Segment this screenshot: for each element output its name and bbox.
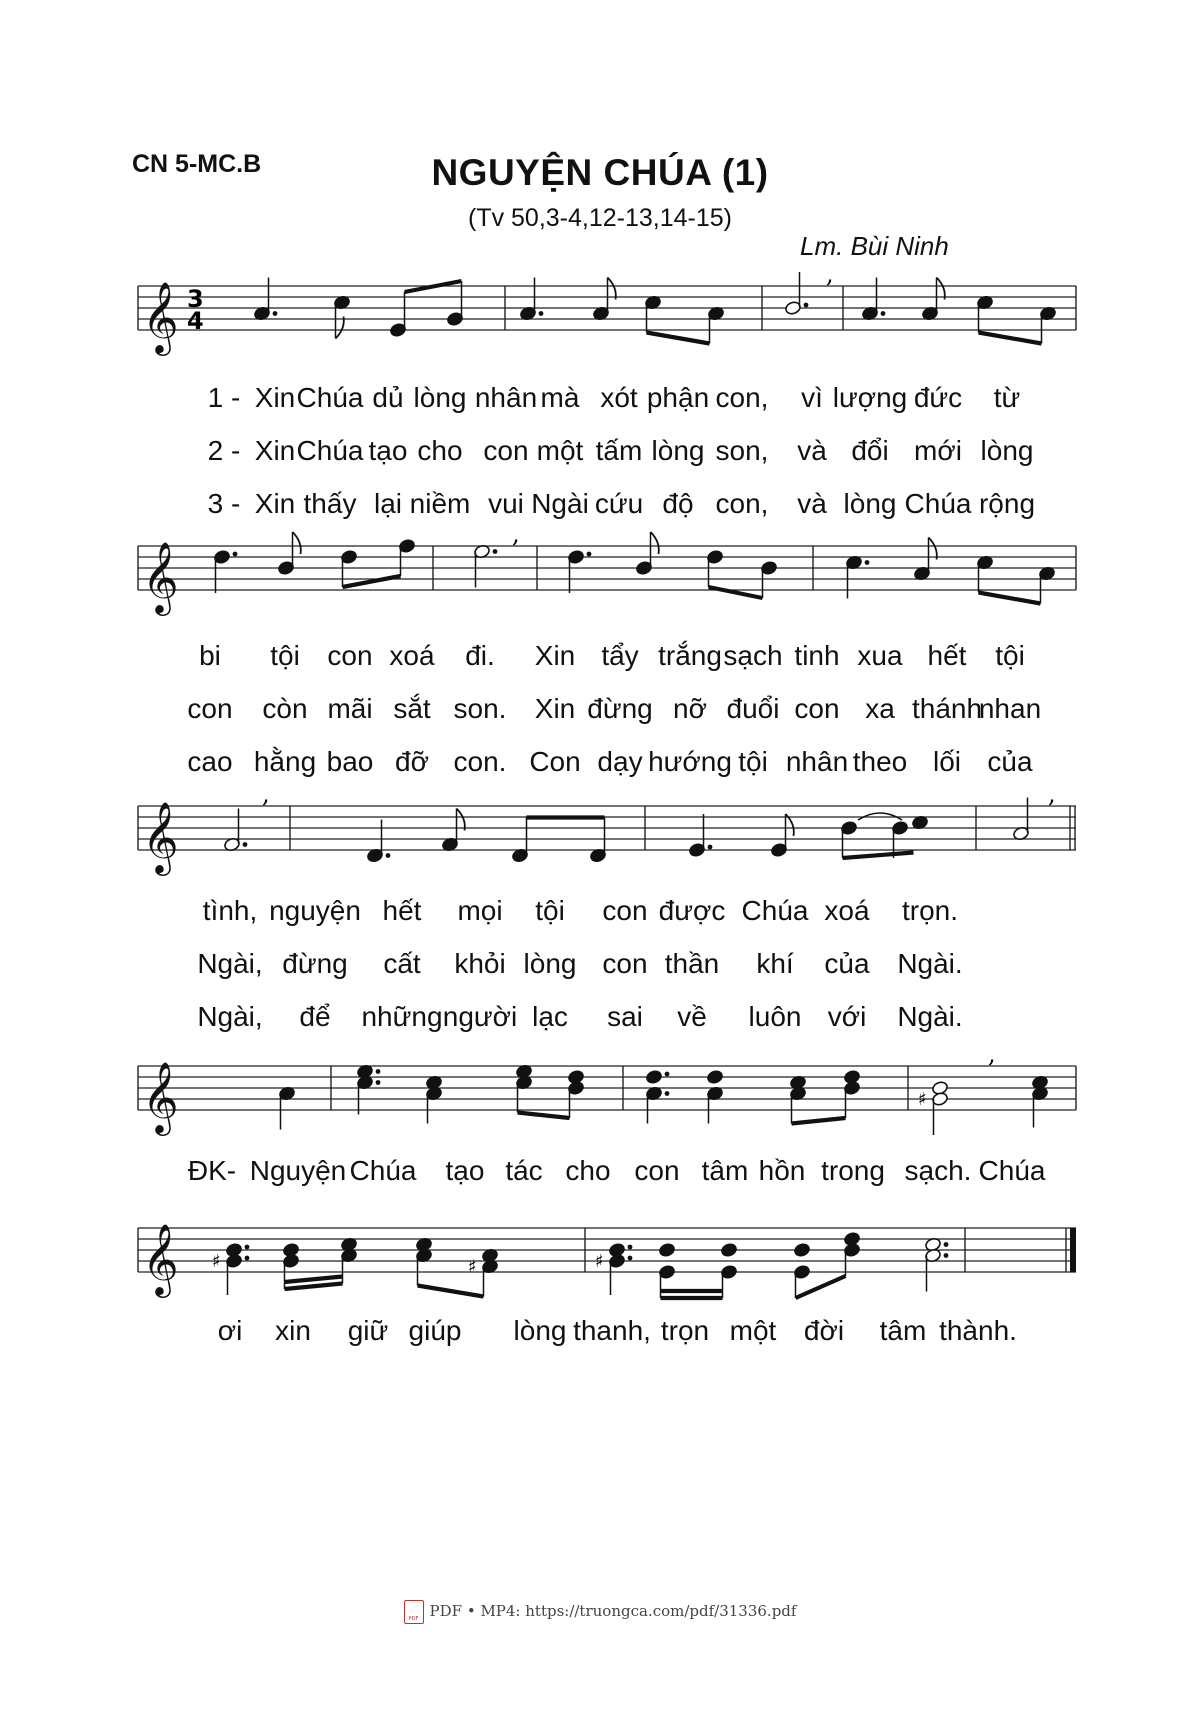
- lyric-word: Nguyện: [249, 1155, 347, 1186]
- note-head: [645, 1069, 662, 1084]
- lyric-word: son,: [715, 435, 769, 466]
- lyric-word: tâm: [701, 1155, 749, 1186]
- lyric-word: lại: [373, 488, 403, 519]
- lyric-word: đừng: [282, 948, 348, 979]
- note-head: [793, 1242, 810, 1257]
- lyric-word: con: [483, 435, 529, 466]
- dot: [386, 853, 391, 858]
- lyric-word: lòng: [523, 948, 577, 979]
- dot: [539, 311, 544, 316]
- lyric-word: thần: [664, 948, 720, 979]
- lyric-word: độ: [662, 488, 694, 519]
- lyric-word: lượng: [832, 382, 908, 413]
- dot: [273, 311, 278, 316]
- dot: [233, 552, 238, 557]
- treble-clef-icon: 𝄞: [142, 280, 179, 353]
- note-head: [658, 1242, 675, 1257]
- lyric-word: tâm: [879, 1315, 927, 1346]
- dot: [665, 1072, 670, 1077]
- lyric-word: Chúa: [904, 488, 972, 519]
- composer: Lm. Bùi Ninh: [800, 231, 949, 261]
- lyric-word: và: [797, 435, 827, 466]
- lyric-word: mọi: [457, 895, 503, 926]
- lyric-word: con,: [715, 488, 769, 519]
- lyric-word: sắt: [393, 693, 431, 724]
- lyric-word: Xin: [534, 693, 576, 724]
- lyric-word: Xin: [534, 640, 576, 671]
- lyric-word: đỡ: [395, 746, 429, 777]
- lyric-word: con: [794, 693, 840, 724]
- lyric-word: mãi: [327, 693, 373, 724]
- lyric-word: sạch.: [904, 1155, 972, 1186]
- lyric-word: con: [602, 948, 648, 979]
- lyric-word: thấy: [303, 488, 357, 519]
- lyric-word: từ: [993, 382, 1021, 413]
- lyric-word: lòng: [651, 435, 705, 466]
- lyric-word: thanh,: [573, 1315, 651, 1346]
- lyric-word: con,: [715, 382, 769, 413]
- lyric-word: trắng: [658, 640, 722, 671]
- lyric-word: hướng: [648, 746, 732, 777]
- lyric-word: lòng: [413, 382, 467, 413]
- beam: [418, 1286, 484, 1297]
- verse-label: 2 -: [207, 435, 241, 466]
- lyric-word: tình,: [202, 895, 258, 926]
- lyric-word: để: [299, 1001, 331, 1032]
- lyric-word: Ngài.: [897, 1001, 963, 1032]
- lyric-word: xót: [600, 382, 638, 413]
- lyric-word: phận: [646, 382, 710, 413]
- breath-mark: ,: [262, 780, 270, 808]
- lyric-word: hằng: [253, 746, 317, 777]
- lyric-word: Chúa: [978, 1155, 1046, 1186]
- lyric-word: Ngài.: [897, 948, 963, 979]
- lyric-word: nhân: [474, 382, 538, 413]
- lyric-word: của: [987, 746, 1033, 777]
- verse-label: 1 -: [207, 382, 241, 413]
- dot: [245, 1245, 250, 1250]
- time-signature-top: 3: [187, 285, 204, 313]
- sharp-icon: ♯: [595, 1251, 604, 1272]
- beam: [796, 1276, 846, 1298]
- lyric-word: Chúa: [296, 435, 364, 466]
- lyric-word: theo: [852, 746, 908, 777]
- verse-label: 3 -: [207, 488, 241, 519]
- sharp-icon: ♯: [918, 1089, 927, 1110]
- lyric-word: Xin: [254, 435, 296, 466]
- lyric-word: tội: [535, 895, 565, 926]
- note-head: [720, 1242, 737, 1257]
- lyric-word: nguyện: [269, 895, 361, 926]
- lyric-word: Ngài: [531, 488, 589, 519]
- flag: [651, 532, 659, 554]
- lyric-word: đức: [913, 382, 963, 413]
- beam: [792, 1118, 846, 1124]
- beam: [843, 853, 914, 859]
- flag: [929, 538, 937, 560]
- lyric-word: con: [602, 895, 648, 926]
- lyric-word: dủ: [372, 382, 404, 413]
- lyric-word: vì: [801, 382, 823, 413]
- song-title: NGUYỆN CHÚA (1): [431, 152, 769, 193]
- lyric-word: son.: [453, 693, 507, 724]
- lyric-word: được: [658, 895, 726, 926]
- lyric-word: đi.: [465, 640, 495, 671]
- lyric-word: còn: [262, 693, 308, 724]
- lyric-word: đổi: [851, 435, 889, 466]
- flag: [937, 278, 945, 300]
- final-barline: [1070, 1228, 1076, 1272]
- flag: [608, 278, 616, 300]
- lyric-word: mới: [914, 435, 962, 466]
- dot: [376, 1069, 381, 1074]
- breath-mark: ,: [1048, 780, 1056, 808]
- lyric-word: về: [677, 1001, 707, 1032]
- lyric-word: tội: [995, 640, 1025, 671]
- note-head: [706, 1069, 723, 1084]
- lyric-word: tác: [505, 1155, 543, 1186]
- song-code: CN 5-MC.B: [132, 150, 262, 178]
- beam: [343, 576, 401, 587]
- lyric-word: con: [327, 640, 373, 671]
- lyric-word: niềm: [409, 488, 471, 519]
- lyric-word: những: [361, 1001, 443, 1032]
- lyric-word: tạo: [368, 435, 408, 466]
- lyric-word: trọn: [660, 1315, 710, 1346]
- lyric-word: một: [729, 1315, 777, 1346]
- lyric-word: xin: [275, 1315, 311, 1346]
- lyric-word: bao: [326, 746, 374, 777]
- lyric-word: xua: [857, 640, 903, 671]
- lyric-word: lòng: [980, 435, 1034, 466]
- lyric-word: vui: [488, 488, 524, 519]
- lyric-word: xa: [865, 693, 895, 724]
- lyric-word: cho: [417, 435, 463, 466]
- lyric-word: một: [536, 435, 584, 466]
- lyric-word: cao: [187, 746, 233, 777]
- flag: [336, 317, 344, 339]
- lyric-word: tạo: [445, 1155, 485, 1186]
- footer-text: PDF • MP4: https://truongca.com/pdf/31336.pdf: [429, 1602, 797, 1620]
- lyric-word: con: [634, 1155, 680, 1186]
- lyric-word: tẩy: [601, 640, 639, 671]
- lyric-word: Xin: [254, 488, 296, 519]
- lyric-word: cứu: [594, 488, 644, 519]
- lyric-word: mà: [540, 382, 580, 413]
- lyric-word: nhan: [978, 693, 1042, 724]
- sharp-icon: ♯: [212, 1251, 221, 1272]
- lyric-word: của: [824, 948, 870, 979]
- lyric-word: khỏi: [454, 948, 506, 979]
- pdf-icon: [404, 1600, 424, 1624]
- lyric-word: hết: [927, 640, 967, 671]
- lyric-word: giữ: [347, 1315, 389, 1346]
- lyric-word: tinh: [794, 640, 840, 671]
- treble-clef-icon: 𝄞: [142, 800, 179, 873]
- dot: [665, 1091, 670, 1096]
- lyric-word: lòng: [513, 1315, 567, 1346]
- dot: [944, 1253, 949, 1258]
- beam: [709, 587, 763, 598]
- lyric-word: con.: [453, 746, 507, 777]
- beam: [285, 1284, 343, 1290]
- lyric-word: xoá: [389, 640, 435, 671]
- lyric-word: sạch: [723, 640, 783, 671]
- lyric-word: đời: [803, 1315, 845, 1346]
- lyric-word: cất: [383, 948, 421, 979]
- beam: [979, 593, 1041, 604]
- lyric-word: lạc: [532, 1001, 568, 1032]
- dot: [944, 1242, 949, 1247]
- lyric-word: giúp: [408, 1315, 462, 1346]
- lyric-word: hết: [382, 895, 422, 926]
- dot: [708, 845, 713, 850]
- breath-mark: ,: [988, 1040, 996, 1068]
- lyric-word: nỡ: [673, 693, 707, 724]
- dot: [865, 560, 870, 565]
- lyric-word: trọn.: [901, 895, 959, 926]
- breath-mark: ,: [512, 520, 520, 548]
- time-signature-bottom: 4: [187, 307, 204, 335]
- lyric-word: rộng: [978, 488, 1036, 519]
- lyric-word: Chúa: [741, 895, 809, 926]
- lyric-word: sai: [607, 1001, 643, 1032]
- lyric-word: thánh: [911, 693, 983, 724]
- lyric-word: cho: [565, 1155, 611, 1186]
- lyric-word: hồn: [758, 1155, 806, 1186]
- beam: [979, 333, 1042, 344]
- flag: [293, 532, 301, 554]
- dot: [493, 549, 498, 554]
- lyric-word: Ngài,: [197, 1001, 263, 1032]
- dot: [804, 303, 809, 308]
- flag: [457, 809, 465, 831]
- lyric-word: đuổi: [726, 693, 780, 724]
- lyric-word: Xin: [254, 382, 296, 413]
- lyric-word: Chúa: [296, 382, 364, 413]
- lyric-word: trong: [821, 1155, 885, 1186]
- lyric-word: và: [797, 488, 827, 519]
- sharp-icon: ♯: [468, 1256, 477, 1278]
- lyric-word: Chúa: [349, 1155, 417, 1186]
- lyric-word: tội: [738, 746, 768, 777]
- lyric-word: Con: [529, 746, 581, 777]
- refrain-label: ĐK-: [187, 1155, 237, 1186]
- lyric-word: bi: [199, 640, 221, 671]
- lyric-word: thành.: [939, 1315, 1017, 1346]
- lyric-word: nhân: [785, 746, 849, 777]
- dot: [587, 552, 592, 557]
- lyric-word: Ngài,: [197, 948, 263, 979]
- beam: [285, 1277, 343, 1283]
- lyric-word: với: [827, 1001, 867, 1032]
- dot: [628, 1256, 633, 1261]
- lyric-word: xoá: [824, 895, 870, 926]
- lyric-word: tội: [270, 640, 300, 671]
- lyric-word: người: [442, 1001, 518, 1032]
- lyric-word: con: [187, 693, 233, 724]
- dot: [628, 1245, 633, 1250]
- dot: [376, 1080, 381, 1085]
- dot: [881, 311, 886, 316]
- lyric-word: luôn: [748, 1001, 802, 1032]
- beam: [518, 1113, 570, 1119]
- psalm-reference: (Tv 50,3-4,12-13,14-15): [467, 204, 733, 232]
- lyric-word: lối: [932, 746, 962, 777]
- lyric-word: ơi: [217, 1315, 243, 1346]
- lyric-word: dạy: [597, 746, 643, 777]
- lyric-word: khí: [756, 948, 794, 979]
- lyric-word: đừng: [587, 693, 653, 724]
- lyric-word: tấm: [595, 435, 643, 466]
- beam: [647, 333, 710, 344]
- treble-clef-icon: 𝄞: [142, 1060, 179, 1133]
- treble-clef-icon: 𝄞: [142, 540, 179, 613]
- treble-clef-icon: 𝄞: [142, 1222, 179, 1295]
- dot: [245, 1256, 250, 1261]
- breath-mark: ,: [826, 260, 834, 288]
- lyric-word: lòng: [843, 488, 897, 519]
- footer-link[interactable]: [0, 1600, 1200, 1624]
- dot: [243, 842, 248, 847]
